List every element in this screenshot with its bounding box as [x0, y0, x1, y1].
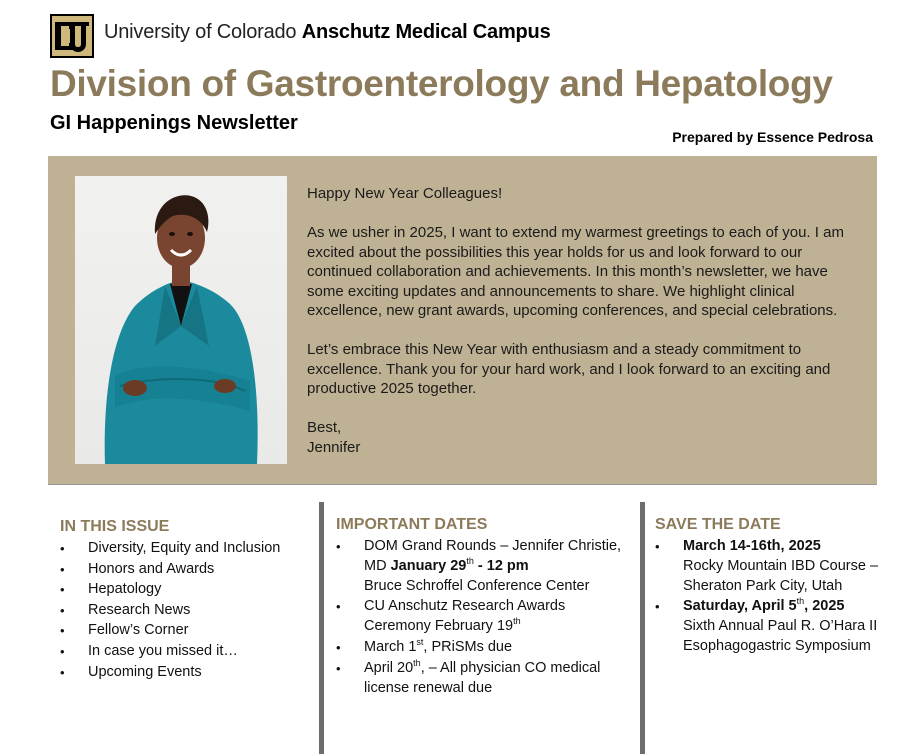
portrait-illustration [75, 176, 287, 464]
important-dates-section [336, 516, 626, 699]
welcome-banner [48, 156, 877, 484]
bullet-icon: • [60, 664, 65, 680]
in-this-issue-heading: IN THIS ISSUE [60, 518, 170, 535]
list-item: • Upcoming Events [60, 663, 320, 683]
section-divider [48, 484, 877, 485]
prepared-by: Prepared by Essence Pedrosa [672, 129, 873, 145]
newsletter-title: GI Happenings Newsletter [50, 112, 298, 134]
important-dates-heading: IMPORTANT DATES [336, 516, 488, 533]
portrait-photo [75, 176, 287, 464]
save-the-date-list [655, 537, 895, 657]
university-prefix: University of Colorado [104, 21, 297, 43]
letter-paragraph-2: Let’s embrace this New Year with enthusiasm and a steady commitment to excellence. Thank you for your hard work, and I look forward to an exciting and productive 2025 together. [307, 341, 831, 397]
bullet-icon: • [336, 660, 341, 676]
bullet-icon: • [336, 599, 341, 615]
save-the-date-heading: SAVE THE DATE [655, 516, 781, 533]
letter-greeting: Happy New Year Colleagues! [307, 185, 503, 202]
letter-paragraph-1: As we usher in 2025, I want to extend my warmest greetings to each of you. I am excited about the possibilities this year holds for us and look forward to our continued collaboration and achievements. In this month’s newsletter, we have some exciting updates and announcements to share. We highlight clinical excellence, new grant awards, upcoming conferences, and special celebrations. [307, 224, 844, 319]
list-item: • Saturday, April 5th, 2025 Sixth Annual Paul R. O’Hara II Esophagogastric Symposium [655, 596, 878, 654]
column-divider [640, 502, 645, 754]
bullet-icon: • [336, 639, 341, 655]
save-the-date-section [655, 516, 895, 658]
list-item: • DOM Grand Rounds – Jennifer Christie, MD January 29th - 12 pm Bruce Schroffel Conference Center [336, 538, 622, 594]
bullet-icon: • [60, 582, 65, 598]
cu-logo-icon [50, 14, 94, 58]
list-item: • Honors and Awards [60, 560, 320, 580]
bullet-icon: • [655, 539, 660, 554]
letter-closing: Best, [307, 419, 342, 436]
list-item: • Fellow’s Corner [60, 621, 320, 641]
list-item: • April 20th, – All physician CO medical license renewal due [336, 657, 601, 696]
list-item: • In case you missed it… [60, 642, 320, 662]
division-title: Division of Gastroenterology and Hepatology [50, 63, 833, 104]
bullet-icon: • [60, 602, 65, 618]
list-item: • March 1st, PRiSMs due [336, 638, 626, 658]
bullet-icon: • [60, 561, 65, 577]
bullet-icon: • [60, 623, 65, 639]
university-name [104, 21, 551, 44]
bullet-icon: • [60, 541, 65, 556]
bullet-icon: • [336, 539, 341, 554]
bullet-icon: • [655, 599, 660, 615]
university-campus: Anschutz Medical Campus [301, 21, 551, 43]
welcome-letter [307, 184, 867, 457]
list-item: • Research News [60, 601, 320, 621]
in-this-issue-section [60, 518, 320, 683]
list-item: • Diversity, Equity and Inclusion [60, 539, 320, 559]
list-item: • March 14-16th, 2025 Rocky Mountain IBD Course –Sheraton Park City, Utah [655, 538, 879, 594]
bullet-icon: • [60, 643, 65, 659]
list-item: • Hepatology [60, 580, 320, 600]
list-item: • CU Anschutz Research Awards Ceremony February 19th [336, 598, 566, 635]
letter-signature: Jennifer [307, 438, 361, 456]
in-this-issue-list [60, 539, 320, 682]
important-dates-list [336, 537, 626, 698]
